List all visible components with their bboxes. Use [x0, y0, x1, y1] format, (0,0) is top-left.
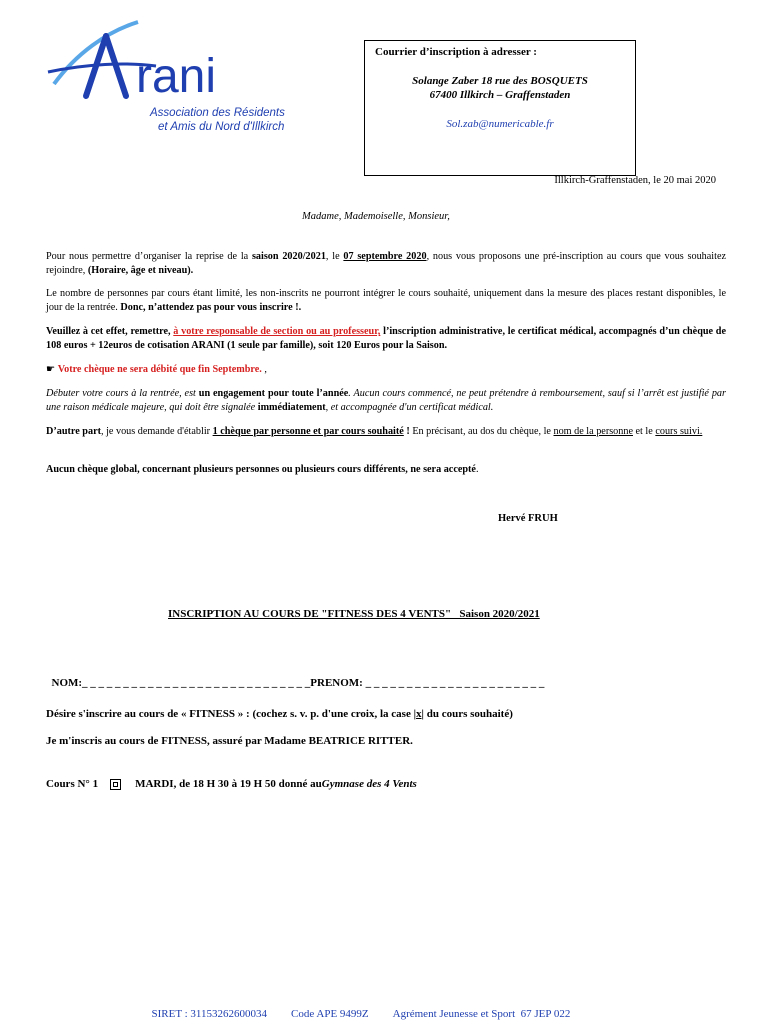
nom-field[interactable]: _ _ _ _ _ _ _ _ _ _ _ _ _ _ _ _ _ _ _ _ _ _ _ _ _ _ _ _ — [82, 677, 311, 689]
text: x — [416, 708, 422, 720]
text: Débuter votre cours à la rentrée, est — [46, 388, 199, 399]
form-title: INSCRIPTION AU COURS DE "FITNESS DES 4 VENTS" Saison 2020/2021 — [168, 608, 540, 620]
address-email: Sol.zab@numericable.fr — [446, 118, 554, 130]
text-bold: (Horaire, âge et niveau). — [87, 264, 194, 276]
paragraph-documents — [46, 325, 726, 352]
salutation: Madame, Mademoiselle, Monsieur, — [302, 211, 450, 222]
start-date: 07 septembre 2020 — [343, 251, 427, 262]
paragraph-global — [46, 463, 726, 477]
arani-logo-mark — [46, 14, 316, 109]
address-line-1: Solange Zaber 18 rue des BOSQUETS — [412, 75, 588, 87]
text-bold: D’autre part — [46, 426, 101, 437]
text: Désire s'inscrire au cours de « FITNESS » : (cochez s. v. p. d'une croix, la case — [46, 708, 414, 720]
paragraph-cheque — [46, 425, 726, 439]
course-line — [46, 778, 417, 790]
course-location: Gymnase des 4 Vents — [321, 778, 417, 790]
assure-line: Je m'inscris au cours de FITNESS, assuré par Madame BEATRICE RITTER. — [46, 735, 413, 747]
text: Veuillez à cet effet, remettre, — [46, 326, 174, 337]
footer-ape: Code APE 9499Z — [291, 1008, 369, 1020]
logo-tagline-1: Association des Résidents — [150, 107, 285, 119]
paragraph-reprise — [46, 250, 726, 277]
text-bold: immédiatement — [257, 401, 326, 413]
text: et le — [632, 426, 656, 437]
course-text: MARDI, de 18 H 30 à 19 H 50 donné au — [135, 778, 322, 790]
responsable-text: à votre responsable de section ou au professeur, — [173, 326, 381, 337]
date-line: Illkirch-Graffenstaden, le 20 mai 2020 — [554, 175, 716, 186]
text-bold: un engagement pour toute l’année — [198, 388, 349, 399]
course-1-checkbox[interactable] — [110, 779, 121, 790]
address-box-title: Courrier d’inscription à adresser : — [375, 46, 537, 58]
text-bold: Aucun chèque global, concernant plusieurs personnes ou plusieurs cours différents, ne sera accepté — [46, 464, 476, 475]
nom-label: NOM: — [51, 677, 83, 689]
cheque-note — [46, 363, 726, 377]
paragraph-places — [46, 287, 726, 314]
text: , le — [325, 251, 344, 262]
prenom-label: PRENOM: — [310, 677, 366, 689]
cheque-note-text: Votre chèque ne sera débité que fin Septembre. — [57, 364, 262, 375]
text-bold: Donc, n’attendez pas pour vous inscrire !. — [120, 301, 302, 313]
text: . — [475, 464, 479, 475]
season-text: saison 2020/2021 — [251, 251, 326, 262]
text-underlined: cours suivi. — [655, 426, 703, 437]
text: , je vous demande d'établir — [100, 426, 213, 437]
text-underlined: nom de la personne — [553, 426, 633, 437]
address-line-2: 67400 Illkirch – Graffenstaden — [429, 89, 571, 101]
arani-logo — [46, 14, 316, 139]
prenom-field[interactable]: _ _ _ _ _ _ _ _ _ _ _ _ _ _ _ _ _ _ _ _ _ _ — [365, 677, 545, 689]
text: du cours souhaité) — [423, 708, 513, 720]
name-line — [46, 665, 544, 689]
text: , — [261, 364, 267, 375]
cheque-rule: 1 chèque par personne et par cours souhaité — [212, 426, 404, 437]
text: , nous vous proposons une pré-inscription au cours que vous souhaitez rejoindre, — [46, 251, 727, 276]
paragraph-engagement — [46, 387, 726, 414]
text: . Aucun cours commencé, ne peut prétendre à remboursement, sauf si l’arrêt est justifié par une raison médicale majeure, qui doit être signalée — [46, 388, 726, 413]
footer-agrement: Agrément Jeunesse et Sport 67 JEP 022 — [392, 1008, 571, 1020]
text: , et accompagnée d'un certificat médical. — [325, 401, 494, 413]
signature: Hervé FRUH — [498, 513, 558, 524]
logo-text: rani — [136, 50, 217, 103]
footer-siret: SIRET : 31153262600034 — [151, 1008, 268, 1020]
course-label: Cours N° 1 — [46, 778, 99, 790]
footer — [146, 996, 594, 1020]
logo-tagline-2: et Amis du Nord d'Illkirch — [158, 121, 285, 133]
desire-line: Désire s'inscrire au cours de « FITNESS » : (cochez s. v. p. d'une croix, la case |x| du cours souhaité) — [46, 708, 513, 720]
text-bold: ! — [403, 426, 413, 437]
text: Pour nous permettre d’organiser la reprise de la — [46, 251, 252, 262]
text: En précisant, au dos du chèque, le — [412, 426, 554, 437]
text: Le nombre de personnes par cours étant limité, les non-inscrits ne pourront intégrer le cours souhaité, uniquement dans la mesure des places restant disponibles, le jour de la rentrée. — [46, 288, 726, 313]
pointing-hand-icon: ☛ — [46, 364, 56, 375]
text: l’inscription administrative, le certificat médical, accompagnés d’un chèque de 108 euros + 12euros de cotisation ARANI (1 seule par famille), soit 120 Euros pour la Saison. — [46, 326, 726, 351]
address-box — [364, 40, 636, 176]
